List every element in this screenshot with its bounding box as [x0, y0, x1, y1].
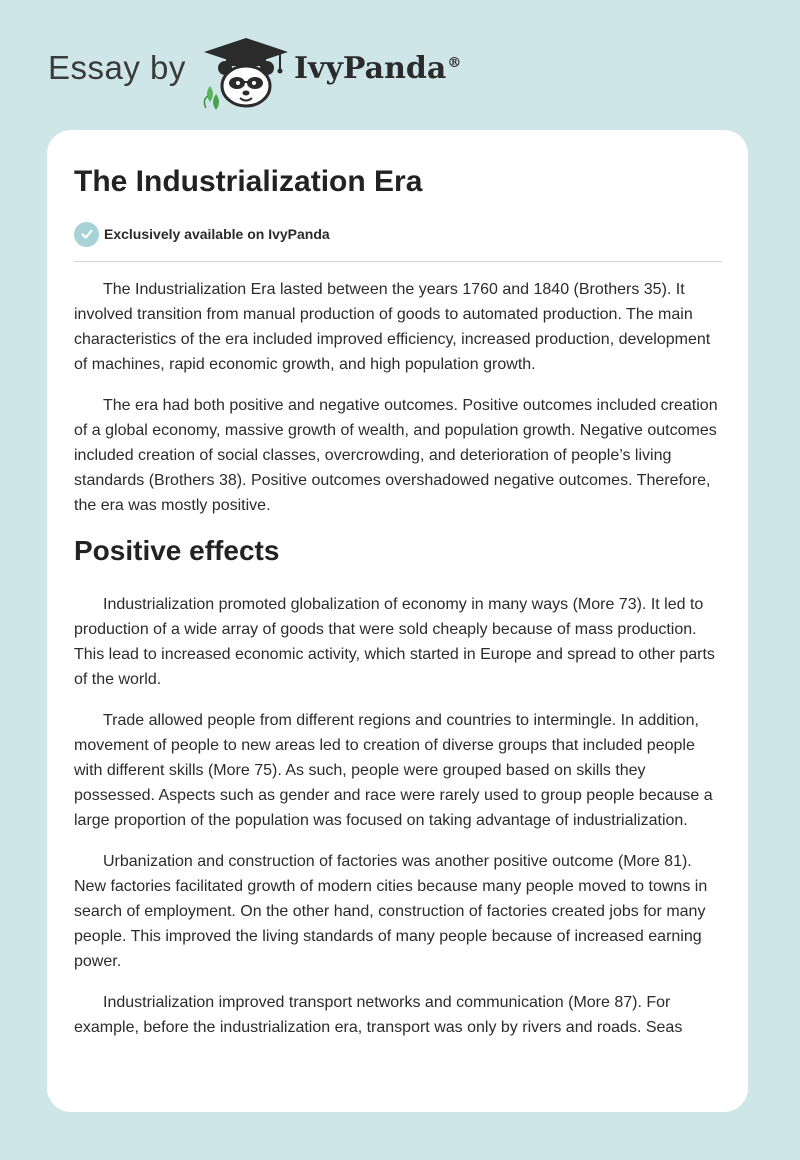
essay-card	[47, 130, 748, 1112]
paragraph: The era had both positive and negative outcomes. Positive outcomes included creation of a global economy, massive growth of wealth, and population growth. Negative outcomes included creation of social classes, overcrowding, and deterioration of people’s living standards (Brothers 38). Positive outcomes overshadowed negative outcomes. Therefore, the era was mostly positive.	[74, 397, 718, 514]
essay-by-label: Essay by	[48, 49, 186, 86]
paragraph: Industrialization promoted globalization of economy in many ways (More 73). It led to production of a wide array of goods that were sold cheaply because of mass production. This lead to increased economic activity, which started in Europe and spread to other parts of the world.	[74, 596, 715, 688]
site-header	[48, 30, 548, 110]
paragraph: The Industrialization Era lasted between the years 1760 and 1840 (Brothers 35). It involved transition from manual production of goods to automated production. The main characteristics of the era included improved efficiency, increased production, development of machines, rapid economic growth, and high population growth.	[74, 281, 711, 373]
check-icon	[74, 222, 99, 247]
badge-label: Exclusively available on IvyPanda	[104, 226, 330, 242]
brand-name[interactable]	[294, 51, 461, 86]
page-title: The Industrialization Era	[74, 165, 423, 198]
registered-mark: ®	[447, 55, 462, 71]
article-body	[74, 277, 724, 1056]
paragraph: Trade allowed people from different regions and countries to intermingle. In addition, movement of people to new areas led to creation of diverse groups that included people with different skills (More 75). As such, people were grouped based on skills they possessed. Aspects such as gender and race were rarely used to group people because a large proportion of the population was focused on taking advantage of industrialization.	[74, 712, 713, 829]
section-heading: Positive effects	[74, 535, 280, 566]
paragraph: Industrialization improved transport networks and communication (More 87). For example, before the industrialization era, transport was only by rivers and roads. Seas	[74, 994, 683, 1036]
panda-graduation-icon[interactable]	[200, 34, 292, 110]
paragraph: Urbanization and construction of factories was another positive outcome (More 81). New factories facilitated growth of modern cities because many people moved to towns in search of employment. On the other hand, construction of factories created jobs for many people. This improved the living standards of many people because of increased earning power.	[74, 853, 708, 970]
exclusive-badge	[74, 221, 330, 247]
divider	[74, 261, 722, 262]
brand-text: IvyPanda	[294, 51, 447, 86]
